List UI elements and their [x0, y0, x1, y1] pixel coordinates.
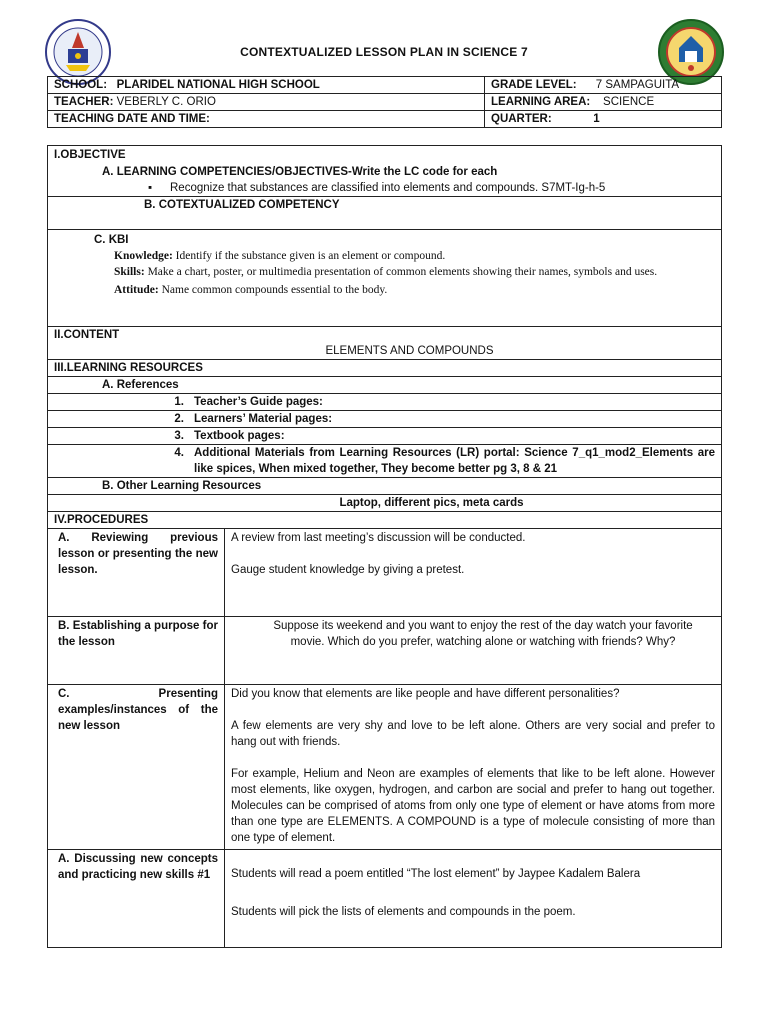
- content-cell: [48, 327, 722, 360]
- date-cell: [48, 111, 485, 128]
- procedure-paragraph: Gauge student knowledge by giving a pretest.: [231, 564, 465, 576]
- procedure-content: [225, 617, 722, 685]
- kbi-label: C. KBI: [94, 234, 129, 246]
- kbi-attitude: [54, 281, 715, 298]
- competency-bullet-text: Recognize that substances are classified into elements and compounds. S7MT-Ig-h-5: [170, 182, 606, 194]
- procedure-paragraph: Students will pick the lists of elements and compounds in the poem.: [231, 906, 576, 918]
- attitude-label: Attitude:: [114, 284, 159, 296]
- procedure-row: [48, 685, 722, 850]
- procedure-paragraph: A few elements are very shy and love to be left alone. Others are very social and prefer to hang out with friends.: [231, 720, 716, 748]
- competency-a-label: A. LEARNING COMPETENCIES/OBJECTIVES-Write the LC code for each: [102, 166, 498, 178]
- reference-item: 2. Learners’ Material pages:: [48, 411, 722, 428]
- other-resources-value: Laptop, different pics, meta cards: [48, 495, 722, 512]
- competency-bullet: ▪ Recognize that substances are classified into elements and compounds. S7MT-Ig-h-5: [148, 182, 606, 194]
- skills-label: Skills:: [114, 266, 145, 278]
- quarter-value: 1: [593, 113, 600, 125]
- reference-item: 3. Textbook pages:: [48, 428, 722, 445]
- grade-label: GRADE LEVEL:: [491, 79, 577, 91]
- info-table: [47, 76, 722, 128]
- contextualized-competency-label: B. COTEXTUALIZED COMPETENCY: [144, 199, 340, 211]
- procedure-content: [225, 685, 722, 850]
- quarter-label: QUARTER:: [491, 113, 552, 125]
- procedure-paragraph: Did you know that elements are like people and have different personalities?: [231, 688, 620, 700]
- area-cell: [485, 94, 722, 111]
- school-cell: [48, 77, 485, 94]
- references-label: A. References: [48, 377, 722, 394]
- procedure-row: [48, 529, 722, 617]
- area-label: LEARNING AREA:: [491, 96, 591, 108]
- procedure-label: C. Presenting examples/instances of the new lesson: [48, 685, 225, 850]
- content-topic: ELEMENTS AND COMPOUNDS: [325, 345, 494, 357]
- objective-cell: [48, 146, 722, 197]
- lesson-plan-table: [47, 145, 722, 948]
- objective-heading: I.OBJECTIVE: [54, 149, 126, 161]
- teacher-label: TEACHER:: [54, 96, 114, 108]
- procedures-heading: IV.PROCEDURES: [48, 512, 722, 529]
- procedure-paragraph: A review from last meeting’s discussion will be conducted.: [231, 532, 526, 544]
- grade-cell: [485, 77, 722, 94]
- procedure-paragraph: Suppose its weekend and you want to enjoy the rest of the day watch your favorite movie. Which do you prefer, watching alone or watching with friends? Why?: [273, 620, 693, 648]
- grade-value: 7 SAMPAGUITA: [595, 79, 680, 91]
- procedure-paragraph: Students will read a poem entitled “The lost element” by Jaypee Kadalem Balera: [231, 868, 641, 880]
- area-value: SCIENCE: [603, 96, 655, 108]
- kbi-cell: [48, 230, 722, 327]
- procedure-row: [48, 617, 722, 685]
- knowledge-label: Knowledge:: [114, 250, 173, 262]
- procedure-label: B. Establishing a purpose for the lesson: [48, 617, 225, 685]
- skills-text: Make a chart, poster, or multimedia presentation of common elements showing their names, symbols and uses.: [147, 266, 658, 278]
- kbi-skills: [54, 264, 715, 281]
- procedure-label: A. Reviewing previous lesson or presenting the new lesson.: [48, 529, 225, 617]
- procedure-paragraph: For example, Helium and Neon are examples of elements that like to be left alone. However most elements, like oxygen, hydrogen, and carbon are social and prefer to hang out together. Molecules can be comprised of atoms from only one type of element or have atoms from more than one type are ELEMENTS. A COMPOUND is a type of molecule consisting of more than one type of element.: [231, 768, 716, 844]
- school-label: SCHOOL:: [54, 79, 108, 91]
- teacher-value: VEBERLY C. ORIO: [116, 96, 216, 108]
- school-value: PLARIDEL NATIONAL HIGH SCHOOL: [116, 79, 320, 91]
- procedure-content: [225, 850, 722, 948]
- teacher-cell: [48, 94, 485, 111]
- reference-item: 1. Teacher’s Guide pages:: [48, 394, 722, 411]
- kbi-knowledge: [54, 248, 715, 264]
- resources-heading: III.LEARNING RESOURCES: [48, 360, 722, 377]
- quarter-cell: [485, 111, 722, 128]
- document-title: CONTEXTUALIZED LESSON PLAN IN SCIENCE 7: [240, 45, 528, 59]
- knowledge-text: Identify if the substance given is an element or compound.: [175, 250, 446, 262]
- other-resources-label: B. Other Learning Resources: [48, 478, 722, 495]
- reference-item: 4. Additional Materials from Learning Resources (LR) portal: Science 7_q1_mod2_Elements are like spices, When mixed together, They become better pg 3, 8 & 21: [48, 445, 722, 478]
- contextualized-competency-cell: [48, 197, 722, 230]
- procedure-content: [225, 529, 722, 617]
- procedure-label: A. Discussing new concepts and practicing new skills #1: [48, 850, 225, 948]
- attitude-text: Name common compounds essential to the body.: [161, 284, 388, 296]
- date-label: TEACHING DATE AND TIME:: [54, 113, 210, 125]
- content-heading: II.CONTENT: [54, 329, 120, 341]
- procedure-row: [48, 850, 722, 948]
